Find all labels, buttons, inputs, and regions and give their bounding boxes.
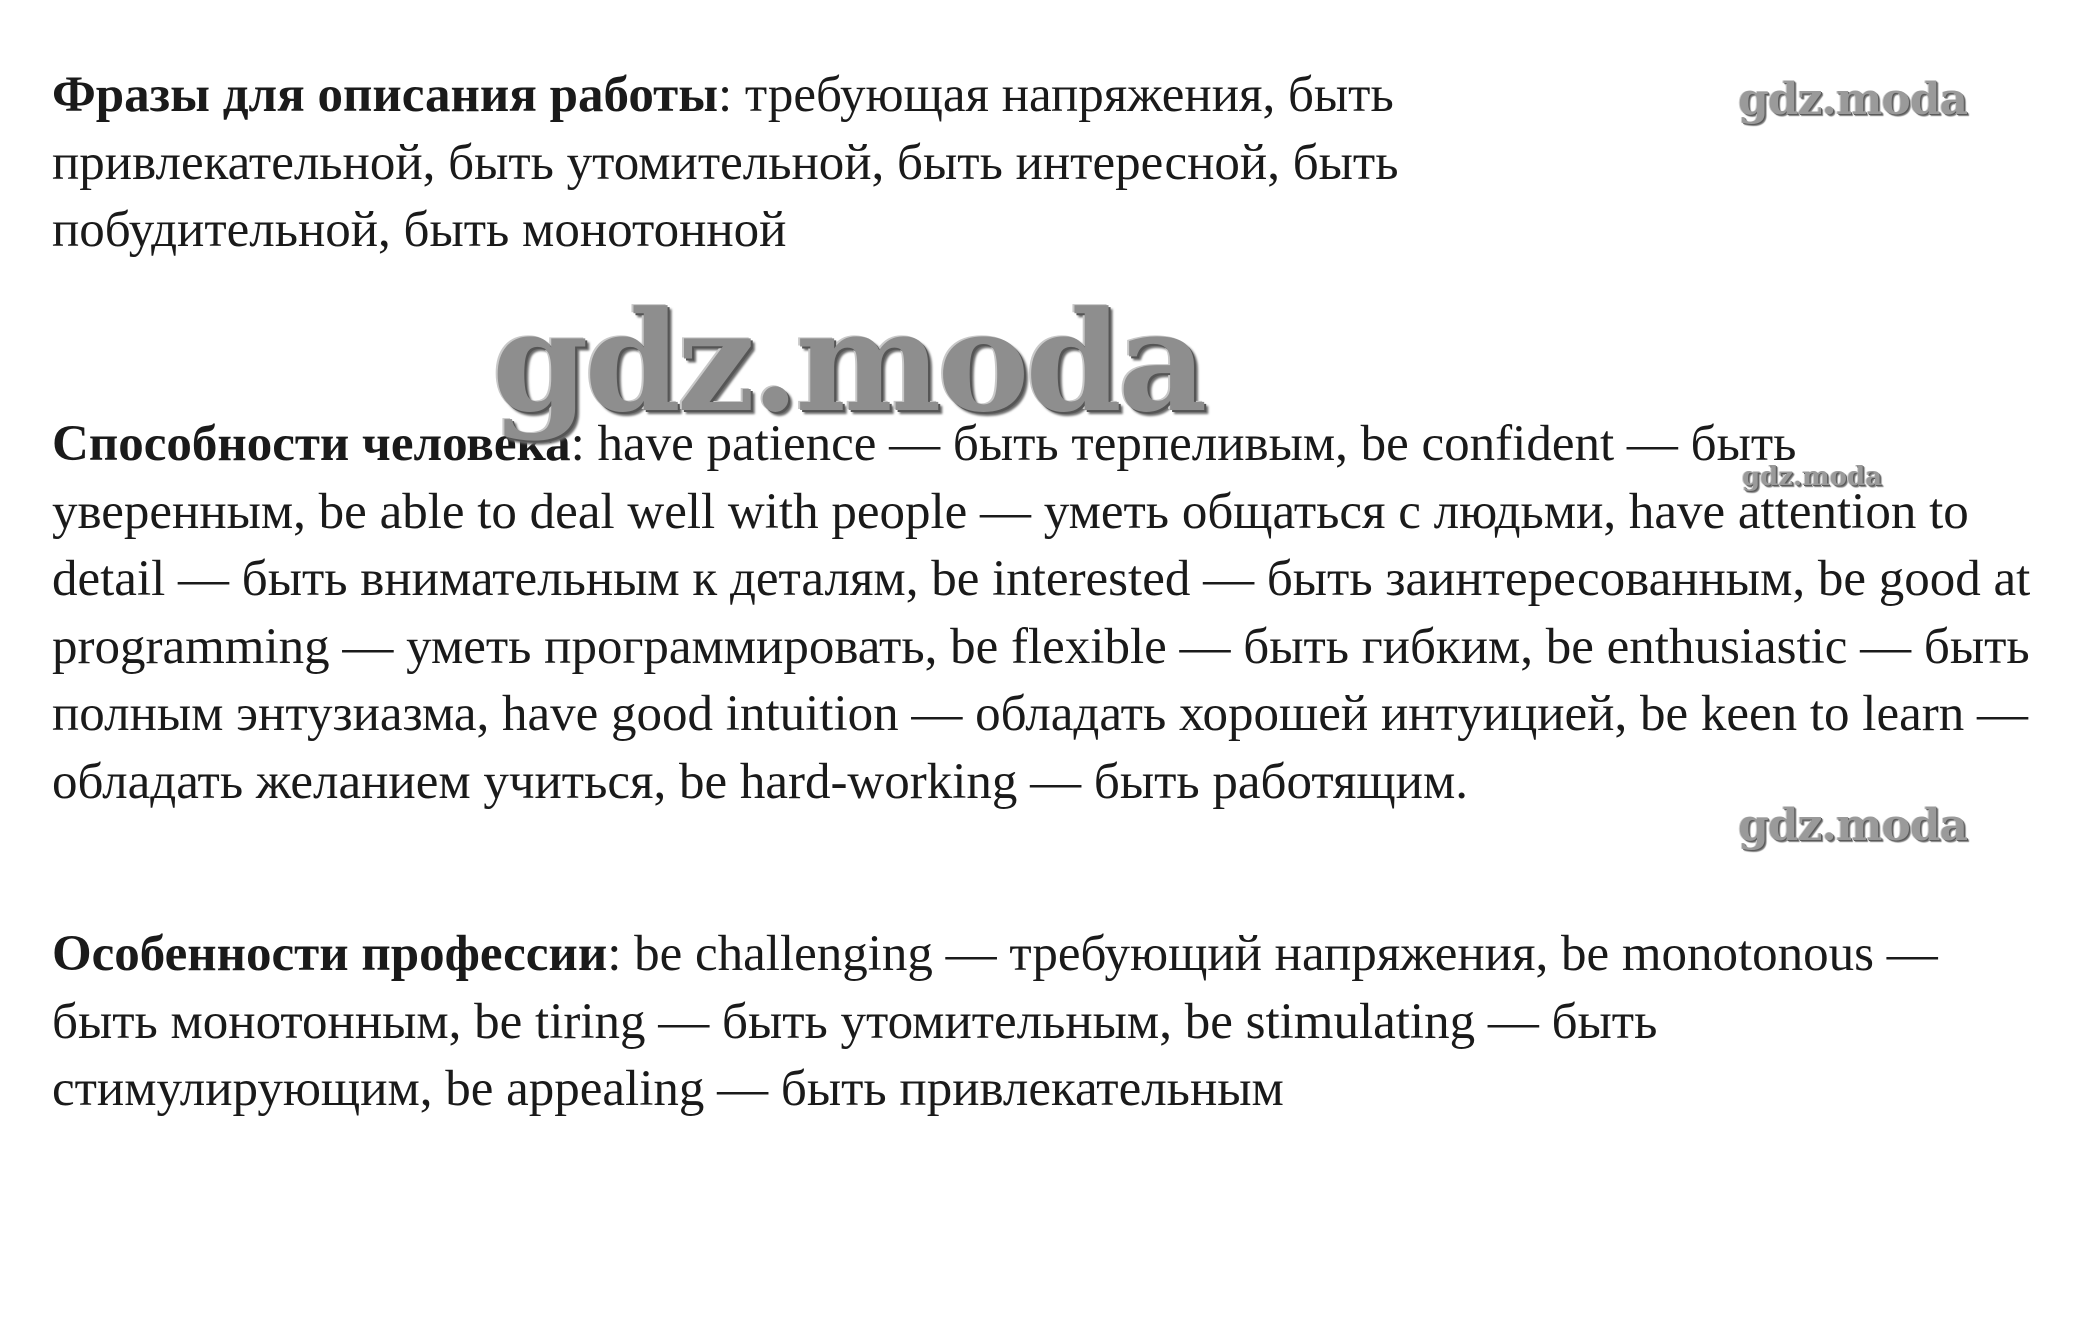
watermark-logo: gdz.moda xyxy=(1738,74,1968,125)
paragraph-work-description-phrases xyxy=(52,62,1652,265)
paragraph-text: : требующая напряжения, быть привлекательной, быть утомительной, быть интересной, быть побудительной, быть монотонной xyxy=(52,67,1399,258)
paragraph-profession-features xyxy=(52,921,2042,1124)
paragraph-text: : be challenging — требующий напряжения, be monotonous — быть монотонным, be tiring — быть утомительным, be stimulating — быть стимулирующим, be appealing — быть привлекательным xyxy=(52,926,1938,1117)
paragraph-text: : have patience — быть терпеливым, be confident — быть уверенным, be able to deal well with people — уметь общаться с людьми, have attention to detail — быть внимательным к деталям, be interested — быть заинтересованным, be good at programming — уметь программировать, be flexible — быть гибким, be enthusiastic — быть полным энтузиазма, have good intuition — обладать хорошей интуицией, be keen to learn — обладать желанием учиться, be hard-working — быть работящим. xyxy=(52,416,2031,810)
term-heading: Способности человека xyxy=(52,416,571,472)
watermark-logo-large: gdz.moda xyxy=(492,280,1204,443)
term-heading: Фразы для описания работы xyxy=(52,67,719,123)
watermark-logo-small: gdz.moda xyxy=(1742,462,1883,492)
watermark-logo: gdz.moda xyxy=(1738,800,1968,851)
term-heading: Особенности профессии xyxy=(52,926,608,982)
